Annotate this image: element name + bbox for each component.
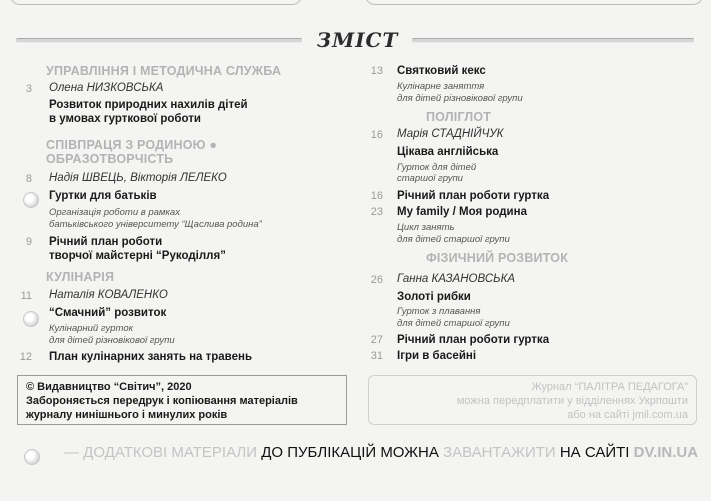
- article-title[interactable]: Цікава англійська: [397, 146, 499, 158]
- article-description-cont: для дітей різновікової групи: [397, 93, 523, 104]
- page-title: ЗМІСТ: [316, 28, 399, 52]
- page-number: 13: [370, 65, 383, 77]
- title-rule-left: [16, 38, 302, 43]
- bullet-circle-icon: [23, 311, 39, 327]
- title-rule-right: [412, 38, 694, 43]
- article-title[interactable]: Річний план роботи гуртка: [397, 190, 550, 202]
- author-name: Надія ШВЕЦЬ, Вікторія ЛЕЛЕКО: [49, 172, 227, 184]
- footer-site-link[interactable]: DV.IN.UA: [633, 444, 699, 461]
- section-heading-management: УПРАВЛІННЯ І МЕТОДИЧНА СЛУЖБА: [46, 64, 282, 78]
- article-description: Кулінарне заняття: [397, 81, 485, 92]
- footer-text: ЗАВАНТАЖИТИ: [443, 444, 556, 461]
- page-number: 8: [25, 173, 32, 185]
- subscription-line: або на сайті jmil.com.ua: [567, 409, 688, 421]
- article-description: Кулінарний гурток: [49, 323, 134, 334]
- page-number: 12: [19, 351, 32, 363]
- section-heading-cooking: КУЛІНАРІЯ: [46, 270, 115, 284]
- article-description-cont: для дітей різновікової групи: [49, 335, 175, 346]
- article-title[interactable]: Ігри в басейні: [397, 350, 477, 362]
- article-description: Гурток для дітей: [397, 162, 477, 173]
- page-number: 31: [370, 350, 383, 362]
- article-description: Організація роботи в рамках: [49, 207, 180, 218]
- article-description: Цикл занять: [397, 222, 455, 233]
- article-title[interactable]: Розвиток природних нахилів дітей: [49, 99, 248, 111]
- copyright-line: © Видавництво “Світич”, 2020: [26, 381, 192, 393]
- article-title[interactable]: Святковий кекс: [397, 65, 486, 77]
- article-title-cont[interactable]: творчої майстерні “Рукоділля”: [49, 250, 226, 262]
- article-title[interactable]: “Смачний” розвиток: [49, 307, 167, 319]
- author-name: Наталія КОВАЛЕНКО: [49, 289, 168, 301]
- page-number: 27: [370, 334, 383, 346]
- author-name: Ганна КАЗАНОВСЬКА: [397, 273, 516, 285]
- subscription-line: можна передплатити у відділеннях Укрпошти: [456, 395, 688, 407]
- copyright-line: Забороняється передрук і копіювання матеріалів: [26, 395, 298, 407]
- article-title[interactable]: Річний план роботи гуртка: [397, 334, 550, 346]
- article-title[interactable]: My family / Моя родина: [397, 206, 527, 218]
- author-name: Олена НИЗКОВСЬКА: [49, 82, 164, 94]
- section-heading-art: ОБРАЗОТВОРЧІСТЬ: [46, 152, 174, 166]
- subscription-line: Журнал “ПАЛІТРА ПЕДАГОГА”: [531, 381, 688, 393]
- article-description-cont: батьківського університету “Щаслива родина”: [49, 219, 262, 230]
- article-description-cont: для дітей старшої групи: [397, 234, 510, 245]
- footer-text: НА САЙТІ: [559, 444, 630, 461]
- section-heading-polyglot: ПОЛІГЛОТ: [426, 110, 492, 124]
- page-number: 9: [25, 236, 32, 248]
- copyright-line: журналу нинішнього і минулих років: [26, 409, 228, 421]
- footer-text: ДО ПУБЛІКАЦІЙ МОЖНА: [261, 444, 439, 461]
- footer-notice: [64, 444, 711, 461]
- section-heading-family: СПІВПРАЦЯ З РОДИНОЮ ●: [46, 138, 218, 152]
- footer-text: — ДОДАТКОВІ МАТЕРІАЛИ: [64, 444, 258, 461]
- page-number: 16: [370, 190, 383, 202]
- author-name: Марія СТАДНІЙЧУК: [397, 128, 504, 140]
- article-description-cont: для дітей старшої групи: [397, 318, 510, 329]
- bullet-circle-icon: [24, 449, 40, 465]
- page-number: 26: [370, 274, 383, 286]
- section-heading-physical: ФІЗИЧНИЙ РОЗВИТОК: [426, 251, 569, 265]
- article-title-cont[interactable]: в умовах гурткової роботи: [49, 113, 201, 125]
- page-number: 11: [20, 290, 32, 302]
- article-title[interactable]: Золоті рибки: [397, 291, 471, 303]
- article-title[interactable]: План кулінарних занять на травень: [49, 351, 253, 363]
- article-description-cont: старшої групи: [397, 173, 463, 184]
- article-title[interactable]: Річний план роботи: [49, 236, 163, 248]
- article-description: Гурток з плавання: [397, 306, 481, 317]
- bullet-circle-icon: [23, 192, 39, 208]
- copyright-box: [17, 375, 347, 425]
- article-title[interactable]: Гуртки для батьків: [49, 190, 157, 202]
- top-frame-right: [365, 0, 703, 5]
- subscription-box: [368, 375, 697, 425]
- top-frame-left: [10, 0, 302, 5]
- page-number: 3: [25, 83, 32, 95]
- page-number: 23: [370, 206, 383, 218]
- page-number: 16: [370, 129, 383, 141]
